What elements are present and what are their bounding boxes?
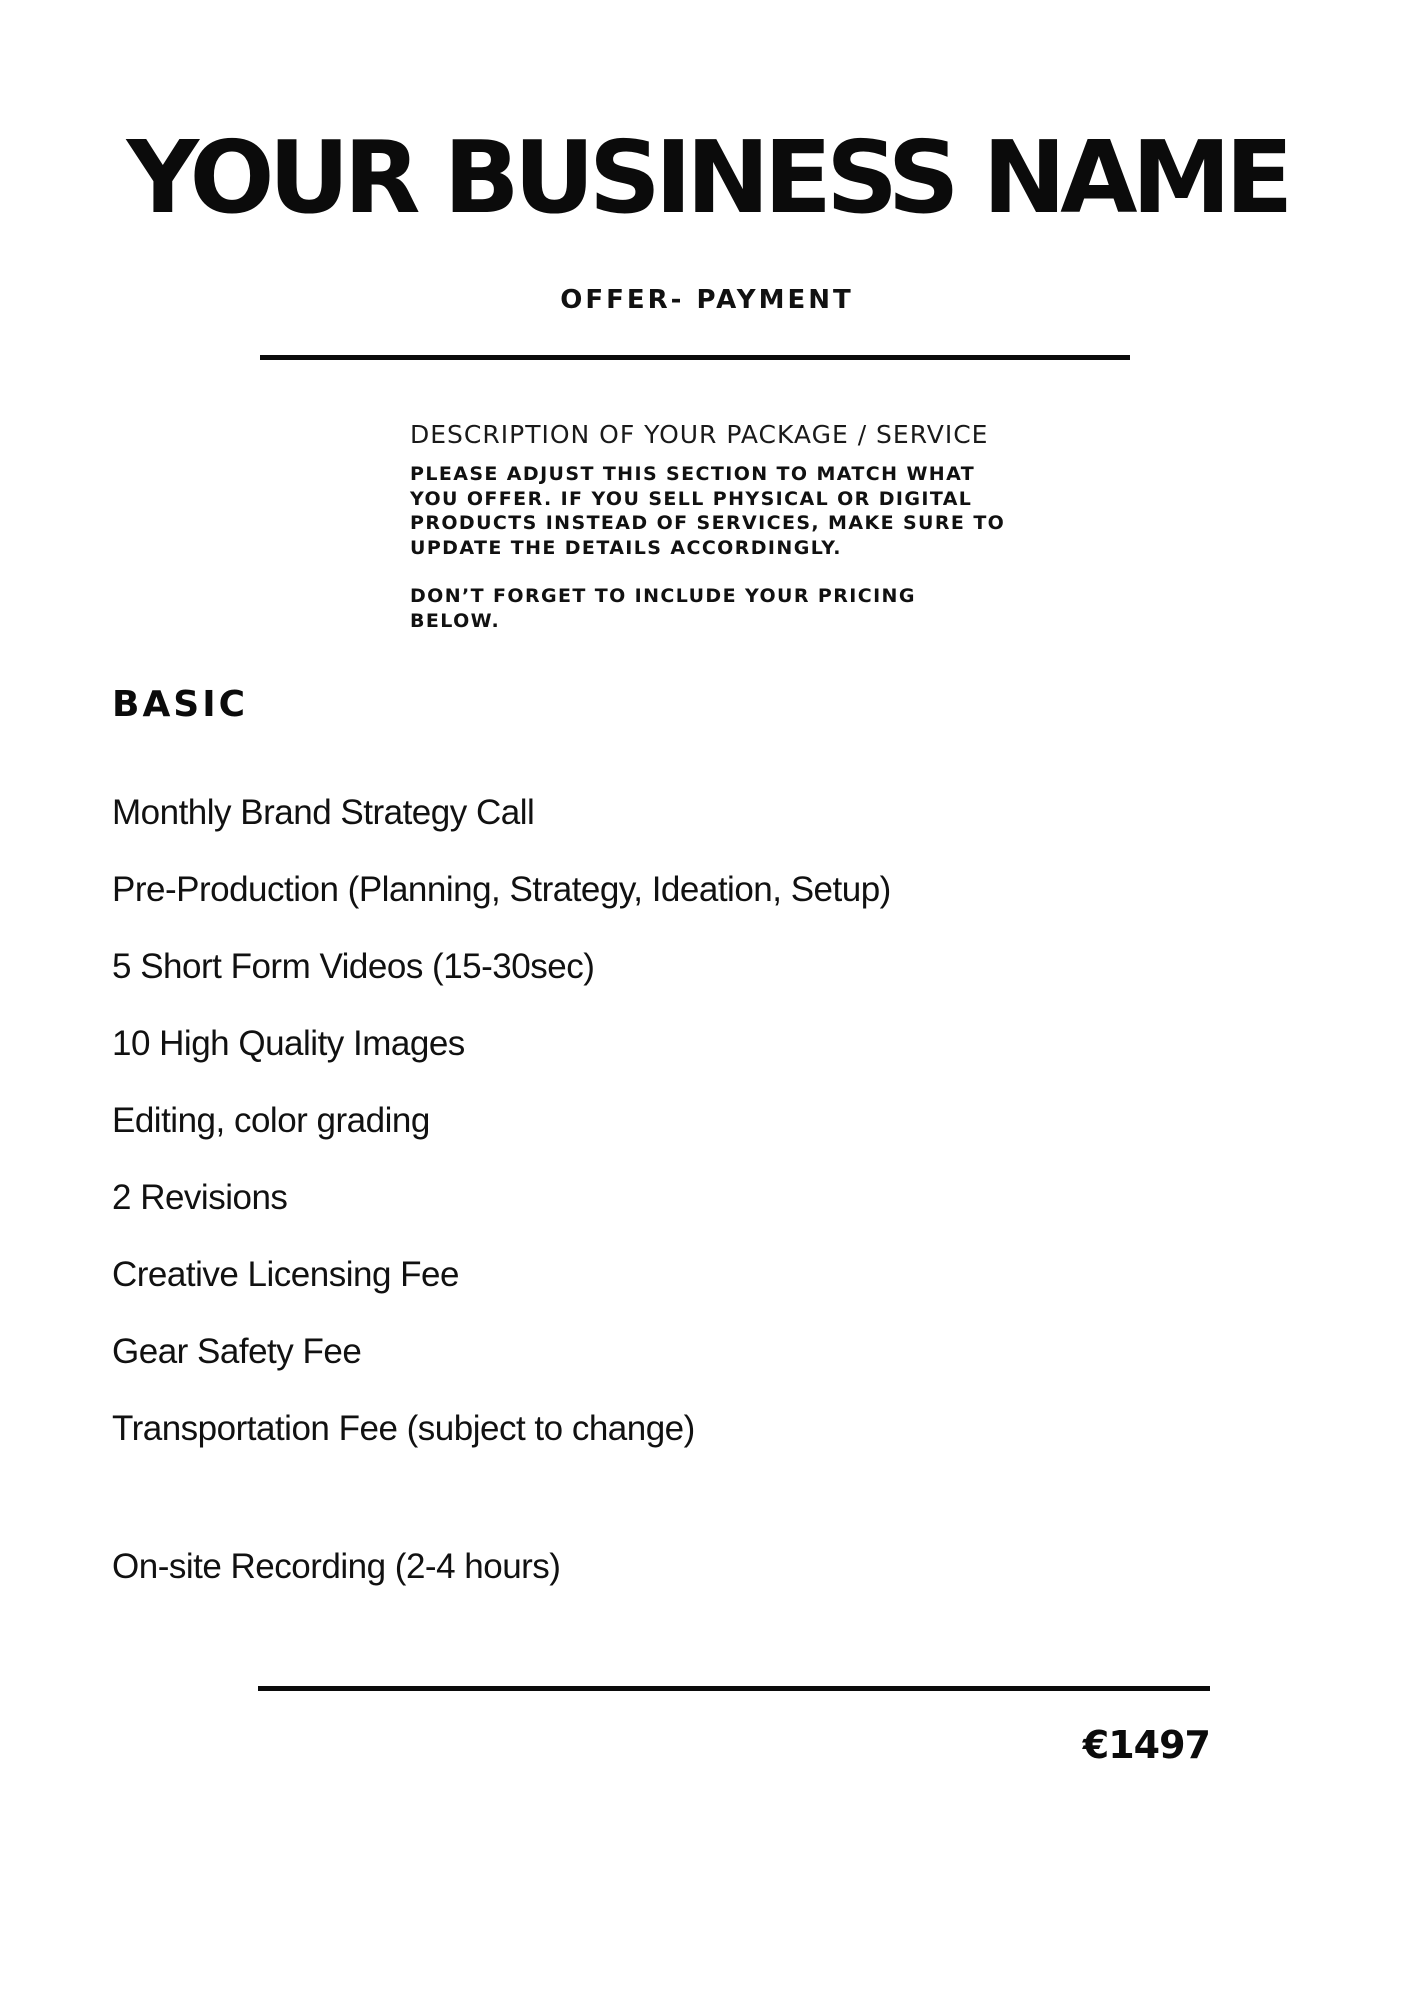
package-items-list [112,774,891,1467]
document-subtitle: OFFER- PAYMENT [560,285,854,315]
bottom-divider [258,1686,1210,1691]
extra-package-item: On-site Recording (2-4 hours) [112,1547,561,1586]
list-item: 10 High Quality Images [112,1024,465,1063]
description-paragraph-pricing: DON’T FORGET TO INCLUDE YOUR PRICING BELOW. [410,585,916,632]
list-item: Gear Safety Fee [112,1332,362,1371]
description-title: DESCRIPTION OF YOUR PACKAGE / SERVICE [410,420,989,449]
package-description [410,418,1010,633]
package-price: €1497 [1082,1723,1210,1767]
list-item: Creative Licensing Fee [112,1255,459,1294]
list-item: 2 Revisions [112,1178,288,1217]
business-name-heading: YOUR BUSINESS NAME [126,119,1288,236]
list-item: Pre-Production (Planning, Strategy, Ideation, Setup) [112,870,891,909]
top-divider [260,355,1130,360]
list-item: Monthly Brand Strategy Call [112,793,535,832]
list-item: 5 Short Form Videos (15-30sec) [112,947,595,986]
list-item: Transportation Fee (subject to change) [112,1409,695,1448]
description-paragraph-adjust: PLEASE ADJUST THIS SECTION TO MATCH WHAT YOU OFFER. IF YOU SELL PHYSICAL OR DIGITAL PRODUCTS INSTEAD OF SERVICES, MAKE SURE TO UPDATE THE DETAILS ACCORDINGLY. [410,463,1006,559]
list-item: Editing, color grading [112,1101,430,1140]
package-name: BASIC [112,684,249,725]
